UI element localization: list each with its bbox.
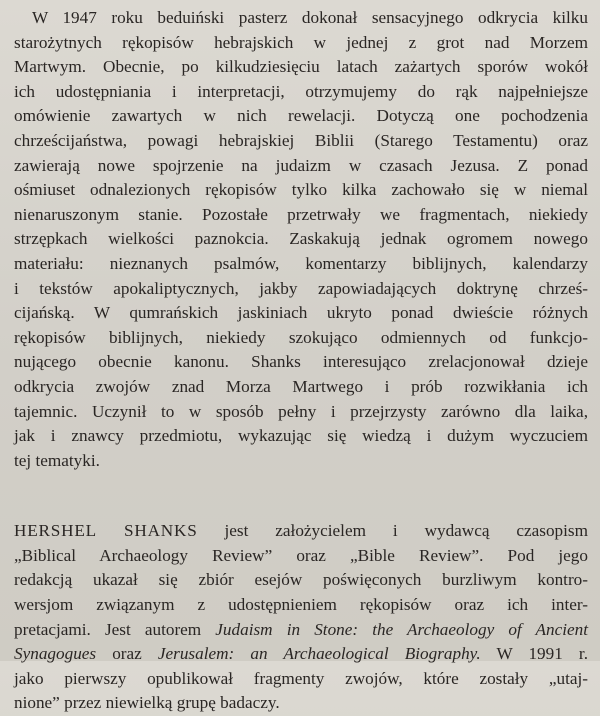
- author-bio: [14, 519, 588, 716]
- description-line: ośmiuset odnalezionych rękopisów tylko kilka zachowało się w niemal: [14, 180, 588, 200]
- book-title: Jerusalem: an Archaeological Biography.: [157, 644, 481, 664]
- description-line: Martwym. Obecnie, po kilkudziesięciu latach zażartych sporów wokół: [14, 57, 588, 77]
- author-bio-line: [14, 618, 588, 643]
- description-line: strzępkach wielkości paznokcia. Zaskakują jednak ogromem nowego: [14, 229, 588, 249]
- author-bio-line: [14, 642, 588, 667]
- description-line: tajemnic. Uczynił to w sposób pełny i przejrzysty zarówno dla laika,: [14, 401, 588, 421]
- description-line: tej tematyki.: [14, 450, 100, 470]
- description-line: nującego obecnie kanonu. Shanks interesująco zrelacjonował dzieje: [14, 352, 588, 372]
- description-line: materiału: nieznanych psalmów, komentarzy biblijnych, kalendarzy: [14, 253, 588, 273]
- description-line: zawierają nowe spojrzenie na judaizm w czasach Jezusa. Z ponad: [14, 155, 588, 175]
- book-title: Synagogues: [14, 644, 97, 664]
- description-line: ich udostępniania i interpretacji, otrzymujemy do rąk najpełniejsze: [14, 81, 588, 101]
- description-line: W 1947 roku beduiński pasterz dokonał sensacyjnego odkrycia kilku: [32, 8, 588, 27]
- author-bio-line: redakcją ukazał się zbiór esejów poświęconych burzliwym kontro-: [14, 570, 588, 590]
- book-description: [14, 6, 588, 473]
- author-bio-line: nione” przez niewielką grupę badaczy.: [14, 693, 280, 713]
- author-bio-text: jest założycielem i wydawcą czasopism: [197, 521, 588, 541]
- description-line: chrześcijaństwa, powagi hebrajskiej Biblii (Starego Testamentu) oraz: [14, 130, 588, 150]
- description-line: odkrycia zwojów znad Morza Martwego i prób rozwikłania ich: [14, 376, 588, 396]
- author-bio-text: oraz: [96, 644, 158, 664]
- description-line: jak i znawcy przedmiotu, wykazując się wiedzą i dużym wyczuciem: [14, 426, 588, 446]
- description-line: starożytnych rękopisów hebrajskich w jednej z grot nad Morzem: [14, 32, 588, 52]
- description-line: omówienie zawartych w nich rewelacji. Dotyczą one pochodzenia: [14, 106, 588, 126]
- author-name: HERSHEL SHANKS: [14, 521, 198, 541]
- author-bio-line: jako pierwszy opublikował fragmenty zwojów, które zostały „utaj-: [14, 668, 588, 688]
- description-line: nienaruszonym stanie. Pozostałe przetrwały we fragmentach, niekiedy: [14, 204, 588, 224]
- author-bio-text: W 1991 r.: [480, 644, 588, 664]
- book-title: Judaism in Stone: the Archaeology of Ancient: [215, 619, 589, 639]
- author-bio-line: wersjom związanym z udostępnieniem rękopisów oraz ich inter-: [14, 595, 588, 615]
- description-line: i tekstów apokaliptycznych, jakby zapowiadających doktrynę chrześ-: [14, 278, 588, 298]
- author-bio-text: pretacjami. Jest autorem: [14, 619, 216, 639]
- description-line: cijańską. W qumrańskich jaskiniach ukryto ponad dwieście różnych: [14, 303, 588, 323]
- author-bio-line: [14, 519, 588, 544]
- description-line: rękopisów biblijnych, niekiedy szokująco odmiennych od funkcjo-: [14, 327, 588, 347]
- author-bio-line: „Biblical Archaeology Review” oraz „Bible Review”. Pod jego: [14, 545, 588, 565]
